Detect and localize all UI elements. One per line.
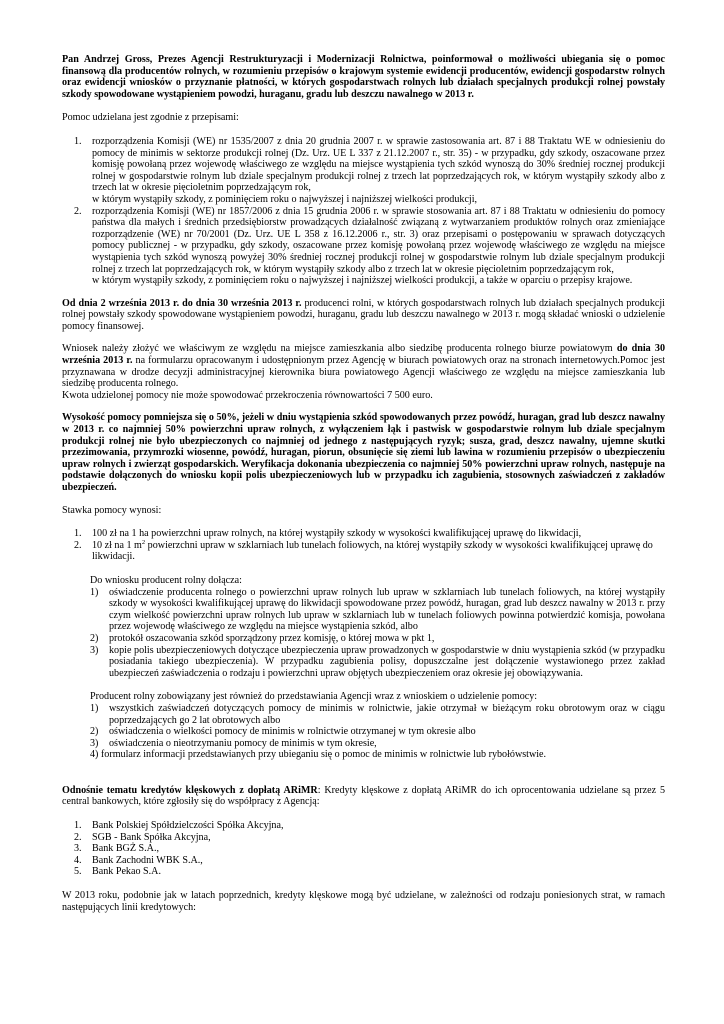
bank-name: Bank Pekao S.A. <box>92 866 161 878</box>
obligation-text: wszystkich zaświadczeń dotyczących pomocy de minimis w rolnictwie, jakie otrzymał w bieżącym roku obrotowym oraz w ciągu poprzedzających go 2 lat obrotowych albo <box>109 702 665 726</box>
list-item-text: 100 zł na 1 ha powierzchni upraw rolnych, na której wystąpiły szkody w wysokości kwalifikującej uprawę do likwidacji, <box>92 528 582 540</box>
list-item-number: 1. <box>74 135 82 147</box>
rate-text-pre: 10 zł na 1 m <box>92 539 142 551</box>
list-item-text: rozporządzenia Komisji (WE) nr 1857/2006 z dnia 15 grudnia 2006 r. w sprawie stosowania art. 87 i 88 Traktatu w odniesieniu do pomocy państwa dla małych i średnich przedsiębiorstw prowadzących działalność związaną z wytwarzaniem produktów rolnych oraz zmieniające rozporządzenie (WE) nr 70/2001 (Dz. Urz. UE L 358 z 16.12.2006 r., str. 3) oraz przepisami o postępowaniu w sprawach dotyczących pomocy publicznej - w przypadku, gdy szkody, oszacowane przez komisję powołaną przez wojewodę właściwego ze względu na miejsce wystąpienia tych szkód wynoszą powyżej 30% średniej rocznej produkcji rolnej w gospodarstwie rolnym lub dziale specjalnym produkcji rolnej z trzech lat poprzedzających rok, w którym wystąpiły szkody albo z trzech lat w okresie pięcioletnim poprzedzającym rok, <box>92 205 665 275</box>
application-text-1: Wniosek należy złożyć we właściwym ze względu na miejsce zamieszkania albo siedzibę producenta rolnego biurze powiatowym <box>62 343 617 355</box>
bank-name: SGB - Bank Spółka Akcyjna, <box>92 831 211 843</box>
regulations-list <box>62 136 665 287</box>
list-item-text <box>92 540 665 563</box>
period-paragraph <box>62 298 665 333</box>
document-page <box>62 54 665 913</box>
attachment-item <box>90 633 665 645</box>
list-item-text: rozporządzenia Komisji (WE) nr 1535/2007 z dnia 20 grudnia 2007 r. w sprawie zastosowania art. 87 i 88 Traktatu WE w odniesieniu do pomocy de minimis w sektorze produkcji rolnej (Dz. Urz. UE L 337 z 21.12.2007 r., str. 35) - w przypadku, gdy szkody, oszacowane przez komisję powołaną przez wojewodę właściwego ze względu na miejsce wystąpienia tych szkód wynoszą do 30% średniej rocznej produkcji rolnej w gospodarstwie rolnym lub dziale specjalnym produkcji rolnej z trzech lat poprzedzających rok, w którym wystąpiły szkody albo z trzech lat w okresie pięcioletnim poprzedzającym rok, <box>92 135 665 194</box>
obligation-number: 2) <box>90 726 99 738</box>
list-item <box>62 136 665 206</box>
application-text-2: na formularzu opracowanym i udostępnionym przez Agencję w biurach powiatowych oraz na stronach internetowych.Pomoc jest przyznawana w drodze decyzji administracyjnej kierownika biura powiatowego Agencji właściwego ze względu na miejsce zamieszkania lub siedzibę producenta rolnego. <box>62 355 665 390</box>
bank-number: 3. <box>74 843 82 855</box>
period-dates: Od dnia 2 września 2013 r. do dnia 30 września 2013 r. <box>62 297 302 309</box>
rate-superscript: 2 <box>141 538 146 546</box>
application-paragraph <box>62 343 665 389</box>
credits-text: : Kredyty klęskowe z dopłatą ARiMR do ich oprocentowania udzielane są przez 5 central bankowych, które zgłosiły się do współpracy z Agencją: <box>62 784 665 808</box>
bank-item <box>62 843 665 855</box>
bank-number: 2. <box>74 831 82 843</box>
obligation-item <box>90 703 665 726</box>
intro-paragraph <box>62 54 665 100</box>
warning-text: Wysokość pomocy pomniejsza się o 50%, jeżeli w dniu wystąpienia szkód spowodowanych przez powódź, huragan, grad lub deszcz nawalny w 2013 r. co najmniej 50% powierzchni upraw rolnych, z wyłączeniem łąk i pastwisk w gospodarstwie rolnym lub dziale specjalnym produkcji rolnej nie było ubezpieczonych co najmniej od jednego z następujących ryzyk; susza, grad, deszcz nawalny, ujemne skutki przezimowania, przymrozki wiosenne, powódź, huragan, piorun, obsunięcie się ziemi lub lawina w rozumieniu przepisów o ubezpieczeniu upraw rolnych i zwierząt gospodarskich. Weryfikacja dokonania ubezpieczenia co najmniej 50% powierzchni upraw rolnych, następuje na podstawie dołączonych do wniosku kopii polis ubezpieczeniowych lub w przypadku ich zagubienia, stosownych zaświadczeń z zakładów ubezpieczeń. <box>62 412 665 493</box>
attachments-heading: Do wniosku producent rolny dołącza: <box>90 574 242 586</box>
application-deadline: do dnia 30 września 2013 r. <box>62 343 665 367</box>
intro-text: Pan Andrzej Gross, Prezes Agencji Restrukturyzacji i Modernizacji Rolnictwa, poinformował o możliwości ubiegania się o pomoc finansową dla producentów rolnych, w rozumieniu przepisów o krajowym systemie ewidencji producentów, ewidencji gospodarstw rolnych oraz ewidencji wniosków o przyznanie płatności, w których gospodarstwach rolnych lub działach specjalnych produkcji rolnej powstały szkody spowodowane wystąpieniem powodzi, huraganu, gradu lub deszczu nawalnego w 2013 r. <box>62 54 665 100</box>
bank-item <box>62 866 665 878</box>
bank-number: 4. <box>74 854 82 866</box>
rates-list <box>62 528 665 563</box>
regulations-heading: Pomoc udzielana jest zgodnie z przepisami: <box>62 112 239 124</box>
bank-item <box>62 832 665 844</box>
obligation-item <box>90 738 665 750</box>
obligation-number: 1) <box>90 702 99 714</box>
list-item-tail: w którym wystąpiły szkody, z pominięciem roku o najwyższej i najniższej wielkości produkcji, <box>92 193 478 205</box>
list-item-number: 2. <box>74 205 82 217</box>
bank-name: Bank Zachodni WBK S.A., <box>92 854 203 866</box>
attachment-number: 3) <box>90 644 99 656</box>
bank-name: Bank BGŻ S.A., <box>92 843 160 855</box>
banks-list <box>62 820 665 878</box>
list-item-number: 1. <box>74 528 82 540</box>
obligation-last-item: 4) formularz informacji przedstawianych przy ubieganiu się o pomoc de minimis w rolnictwie lub rybołówstwie. <box>90 749 547 761</box>
bank-name: Bank Polskiej Spółdzielczości Spółka Akcyjna, <box>92 820 284 832</box>
attachment-text: protokół oszacowania szkód sporządzony przez komisję, o której mowa w pkt 1, <box>109 632 435 644</box>
bank-item <box>62 855 665 867</box>
list-item <box>62 528 665 540</box>
attachment-text: oświadczenie producenta rolnego o powierzchni upraw rolnych lub upraw w szklarniach lub tunelach foliowych, na której wystąpiły szkody w wysokości kwalifikującej uprawę do likwidacji spowodowane przez powódź, huragan, grad lub deszcz nawalny w 2013 r. przy czym wielkość powierzchni upraw rolnych lub upraw w szklarniach lub w tunelach foliowych powinna potwierdzić komisja, powołana przez wojewodę właściwego ze względu na miejsce wystąpienia szkód, albo <box>109 586 665 633</box>
list-item-tail: w którym wystąpiły szkody, z pominięciem roku o najwyższej i najniższej wielkości produkcji, a także w oparciu o przepisy krajowe. <box>92 275 633 287</box>
attachment-number: 1) <box>90 586 99 598</box>
closing-paragraph: W 2013 roku, podobnie jak w latach poprzednich, kredyty klęskowe mogą być udzielane, w zależności od rodzaju poniesionych strat, w ramach następujących linii kredytowych: <box>62 890 665 913</box>
credits-heading: Odnośnie tematu kredytów klęskowych z dopłatą ARiMR <box>62 784 318 796</box>
bank-item <box>62 820 665 832</box>
attachment-item <box>90 645 665 680</box>
credits-paragraph <box>62 785 665 808</box>
attachment-item <box>90 587 665 633</box>
bank-number: 5. <box>74 866 82 878</box>
obligations-heading: Producent rolny zobowiązany jest również do przedstawiania Agencji wraz z wnioskiem o udzielenie pomocy: <box>90 691 538 703</box>
attachment-text: kopie polis ubezpieczeniowych dotyczące ubezpieczenia upraw prowadzonych w gospodarstwie w dniu wystąpienia szkód (w przypadku posiadania takiego ubezpieczenia). W przypadku zagubienia polisy, dopuszczalne jest dołączenie wystawionego przez zakład ubezpieczeń zaświadczenia o rodzaju i powierzchni upraw objętych ubezpieczeniem oraz okresie jej obowiązywania. <box>109 644 665 679</box>
rate-text-post: powierzchni upraw w szklarniach lub tunelach foliowych, na której wystąpiły szkody w wysokości kwalifikującej uprawę do likwidacji. <box>92 539 653 563</box>
obligation-text: oświadczenia o nieotrzymaniu pomocy de minimis w tym okresie, <box>109 737 377 749</box>
warning-paragraph <box>62 412 665 493</box>
obligation-text: oświadczenia o wielkości pomocy de minimis w rolnictwie otrzymanej w tym okresie albo <box>109 726 476 738</box>
application-limit: Kwota udzielonej pomocy nie może spowodować przekroczenia równowartości 7 500 euro. <box>62 389 433 401</box>
attachment-number: 2) <box>90 632 99 644</box>
list-item <box>62 206 665 287</box>
obligation-item <box>90 726 665 738</box>
list-item <box>62 540 665 563</box>
period-text: producenci rolni, w których gospodarstwach rolnych lub działach specjalnych produkcji rolnej powstały szkody spowodowane wystąpieniem powodzi, huraganu, gradu lub deszczu nawalnego w 2013 r. mogą składać wnioski o udzielenie pomocy finansowej. <box>62 297 665 332</box>
obligation-number: 3) <box>90 737 99 749</box>
rates-heading: Stawka pomocy wynosi: <box>62 504 162 516</box>
list-item-number: 2. <box>74 539 82 551</box>
bank-number: 1. <box>74 820 82 832</box>
attachments-section <box>62 575 665 761</box>
